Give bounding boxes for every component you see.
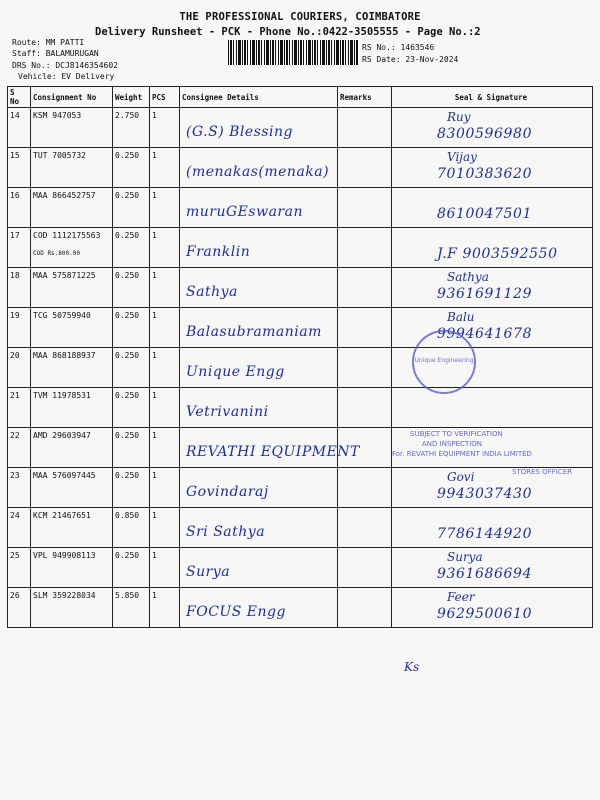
signature-text: 9943037430: [437, 486, 533, 502]
row-sno: 18: [8, 268, 31, 308]
row-consignment-no: MAA 866452757: [31, 188, 113, 228]
row-pcs: 1: [150, 428, 180, 468]
table-row: [8, 388, 593, 428]
col-sno: S No: [8, 87, 31, 108]
table-row: [8, 148, 593, 188]
row-remarks: [338, 188, 392, 228]
signature-text: 8610047501: [437, 206, 533, 222]
row-consignee: Sri Sathya: [180, 508, 338, 548]
row-sno: 26: [8, 588, 31, 628]
row-pcs: 1: [150, 228, 180, 268]
row-consignment-no: COD 1112175563 COD Rs.800.00: [31, 228, 113, 268]
row-pcs: 1: [150, 308, 180, 348]
table-row: [8, 428, 593, 468]
row-consignee: REVATHI EQUIPMENT: [180, 428, 338, 468]
row-consignment-no: SLM 359228034: [31, 588, 113, 628]
company-title: THE PROFESSIONAL COURIERS, COIMBATORE: [179, 11, 421, 23]
signature-mark: Balu: [447, 310, 475, 324]
row-weight: 0.250: [113, 188, 150, 228]
row-consignment-no: VPL 949908113: [31, 548, 113, 588]
row-weight: 0.250: [113, 308, 150, 348]
row-signature: [392, 508, 593, 548]
row-remarks: [338, 548, 392, 588]
row-pcs: 1: [150, 188, 180, 228]
row-consignment-no: TVM 11978531: [31, 388, 113, 428]
row-remarks: [338, 508, 392, 548]
table-row: [8, 228, 593, 268]
row-consignee: FOCUS Engg: [180, 588, 338, 628]
stores-officer-stamp: STORES OFFICER: [512, 468, 572, 476]
signature-mark: Surya: [447, 550, 483, 564]
row-weight: 0.250: [113, 548, 150, 588]
row-sno: 17: [8, 228, 31, 268]
row-signature: [392, 468, 593, 508]
signature-text: 9629500610: [437, 606, 533, 622]
signature-mark: Vijay: [447, 150, 477, 164]
row-weight: 0.250: [113, 428, 150, 468]
signature-mark: Sathya: [447, 270, 489, 284]
row-sno: 21: [8, 388, 31, 428]
col-pcs: PCS: [150, 87, 180, 108]
row-consignee: Govindaraj: [180, 468, 338, 508]
row-remarks: [338, 348, 392, 388]
barcode-icon: [228, 40, 358, 65]
row-remarks: [338, 228, 392, 268]
row-consignment-no: MAA 576097445: [31, 468, 113, 508]
row-remarks: [338, 588, 392, 628]
row-consignee: Balasubramaniam: [180, 308, 338, 348]
signature-mark: Govi: [447, 470, 475, 484]
col-weight: Weight: [113, 87, 150, 108]
drs-number: DRS No.: DCJ8146354602: [12, 61, 118, 70]
table-row: [8, 588, 593, 628]
row-pcs: 1: [150, 148, 180, 188]
footer-initials: Ks: [404, 660, 420, 674]
row-consignee: Franklin: [180, 228, 338, 268]
signature-text: 9361686694: [437, 566, 533, 582]
signature-text: J.F 9003592550: [437, 246, 558, 262]
signature-mark: Feer: [447, 590, 475, 604]
row-signature: [392, 588, 593, 628]
row-signature: [392, 268, 593, 308]
row-weight: 5.850: [113, 588, 150, 628]
table-row: [8, 508, 593, 548]
row-weight: 0.250: [113, 268, 150, 308]
row-consignee: Surya: [180, 548, 338, 588]
row-weight: 2.750: [113, 108, 150, 148]
row-consignee: Unique Engg: [180, 348, 338, 388]
row-consignee: muruGEswaran: [180, 188, 338, 228]
row-consignee: Sathya: [180, 268, 338, 308]
signature-text: 9361691129: [437, 286, 533, 302]
table-row: [8, 468, 593, 508]
row-remarks: [338, 268, 392, 308]
row-consignment-no: MAA 575871225: [31, 268, 113, 308]
row-consignee: (menakas(menaka): [180, 148, 338, 188]
route-label: Route: MM PATTI: [12, 38, 85, 47]
runsheet-subtitle: Delivery Runsheet - PCK - Phone No.:0422-3505555 - Page No.:2: [95, 26, 481, 38]
row-consignment-no: TUT 7005732: [31, 148, 113, 188]
row-sno: 23: [8, 468, 31, 508]
row-weight: 0.250: [113, 228, 150, 268]
cod-amount: COD Rs.800.00: [33, 250, 80, 257]
row-consignment-no: MAA 868188937: [31, 348, 113, 388]
runsheet-table: [7, 86, 593, 628]
row-consignee: Vetrivanini: [180, 388, 338, 428]
row-pcs: 1: [150, 588, 180, 628]
row-remarks: [338, 388, 392, 428]
table-row: [8, 268, 593, 308]
table-row: [8, 108, 593, 148]
row-sno: 15: [8, 148, 31, 188]
row-signature: [392, 228, 593, 268]
signature-text: 7786144920: [437, 526, 533, 542]
row-signature: [392, 348, 593, 388]
row-pcs: 1: [150, 108, 180, 148]
row-consignment-no: KSM 947053: [31, 108, 113, 148]
row-consignee: (G.S) Blessing: [180, 108, 338, 148]
row-remarks: [338, 108, 392, 148]
row-remarks: [338, 468, 392, 508]
signature-text: 8300596980: [437, 126, 533, 142]
row-weight: 0.250: [113, 468, 150, 508]
row-signature: [392, 148, 593, 188]
row-sno: 25: [8, 548, 31, 588]
row-remarks: [338, 148, 392, 188]
col-consignment: Consignment No: [31, 87, 113, 108]
signature-mark: Ruy: [447, 110, 471, 124]
row-pcs: 1: [150, 468, 180, 508]
row-sno: 24: [8, 508, 31, 548]
row-remarks: [338, 428, 392, 468]
row-signature: [392, 428, 593, 468]
revathi-stamp-line1: SUBJECT TO VERIFICATION: [410, 430, 503, 438]
row-weight: 0.250: [113, 348, 150, 388]
revathi-stamp-line2: AND INSPECTION: [422, 440, 483, 448]
row-pcs: 1: [150, 268, 180, 308]
table-row: [8, 348, 593, 388]
signature-text: 7010383620: [437, 166, 533, 182]
row-weight: 0.250: [113, 148, 150, 188]
row-consignment-no: KCM 21467651: [31, 508, 113, 548]
row-sno: 14: [8, 108, 31, 148]
col-signature: Seal & Signature: [392, 87, 593, 108]
row-signature: [392, 388, 593, 428]
table-header-row: [8, 87, 593, 108]
revathi-stamp-line3: For. REVATHI EQUIPMENT INDIA LIMITED: [392, 450, 532, 458]
signature-text: 9994641678: [437, 326, 533, 342]
row-consignment-no: AMD 29603947: [31, 428, 113, 468]
row-weight: 0.850: [113, 508, 150, 548]
row-remarks: [338, 308, 392, 348]
staff-label: Staff: BALAMURUGAN: [12, 49, 99, 58]
table-row: [8, 308, 593, 348]
col-remarks: Remarks: [338, 87, 392, 108]
rs-date: RS Date: 23-Nov-2024: [362, 55, 459, 64]
row-signature: [392, 548, 593, 588]
row-sno: 22: [8, 428, 31, 468]
row-pcs: 1: [150, 348, 180, 388]
row-pcs: 1: [150, 388, 180, 428]
row-pcs: 1: [150, 548, 180, 588]
row-pcs: 1: [150, 508, 180, 548]
vehicle-label: Vehicle: EV Delivery: [18, 72, 115, 81]
row-sno: 20: [8, 348, 31, 388]
col-consignee: Consignee Details: [180, 87, 338, 108]
rs-number: RS No.: 1463546: [362, 43, 435, 52]
row-signature: [392, 108, 593, 148]
row-sno: 16: [8, 188, 31, 228]
table-row: [8, 548, 593, 588]
row-weight: 0.250: [113, 388, 150, 428]
row-signature: [392, 188, 593, 228]
table-row: [8, 188, 593, 228]
unique-engineering-stamp: Unique Engineering: [412, 330, 476, 394]
row-consignment-no: TCG 50759940: [31, 308, 113, 348]
row-sno: 19: [8, 308, 31, 348]
